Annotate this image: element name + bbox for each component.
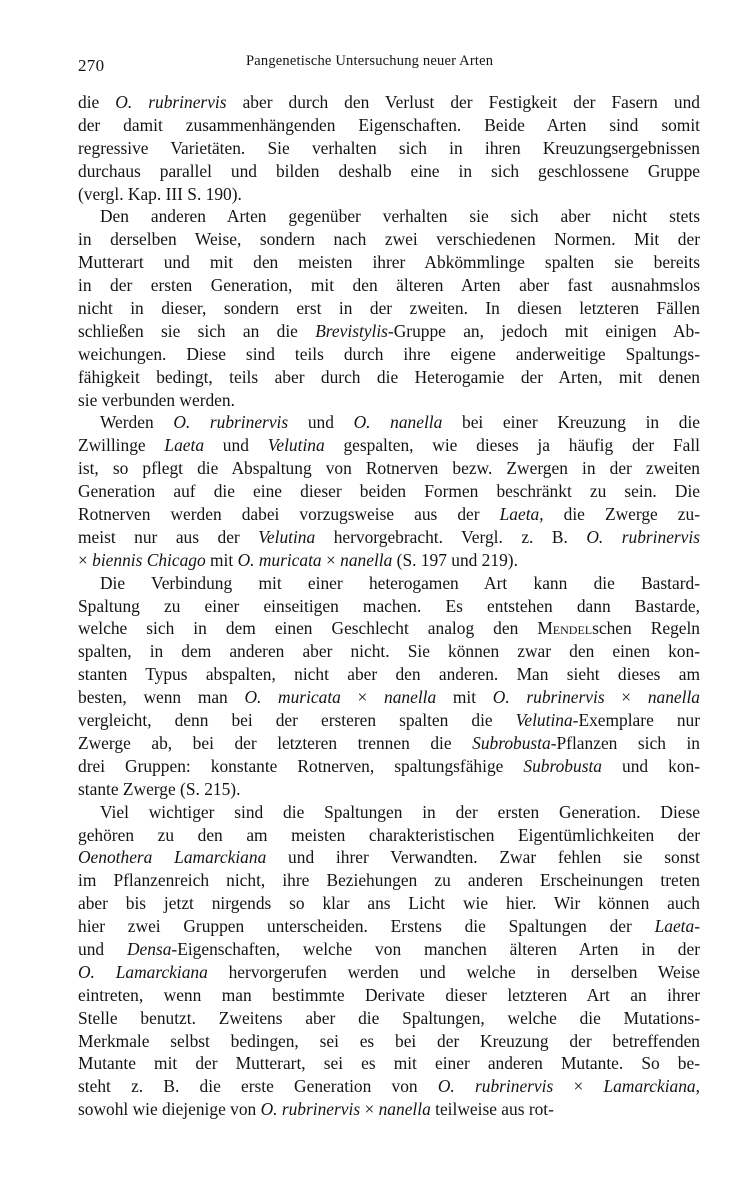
text-line: regressive Varietäten. Sie verhalten sich in ihren Kreuzungsergebnissen xyxy=(78,137,700,158)
text-line: sie verbunden werden. xyxy=(78,389,235,410)
italic-term: O. nanella xyxy=(353,412,443,433)
italic-term: Velutina xyxy=(267,435,325,456)
italic-term: Laeta xyxy=(499,504,540,525)
italic-term: Oenothera Lamarckiana xyxy=(78,847,267,868)
text-line: Merkmale selbst bedingen, sei es bei der Kreuzung der betreffenden xyxy=(78,1030,700,1051)
text-line: aber bis jetzt nirgends so klar ans Licht wie hier. Wir können auch xyxy=(78,893,700,914)
text-line: der damit zusammenhängenden Eigenschaften. Beide Arten sind somit xyxy=(78,114,700,135)
running-head: Pangenetische Untersuchung neuer Arten xyxy=(246,53,494,69)
paragraph xyxy=(78,572,700,801)
text-line: Zwillinge Laeta und Velutina gespalten, wie dieses ja häufig der Fall xyxy=(78,435,700,456)
italic-term: Laeta xyxy=(654,916,695,937)
italic-term: nanella xyxy=(647,687,700,708)
text-line: drei Gruppen: konstante Rotnerven, spaltungsfähige Subrobusta und kon- xyxy=(78,755,700,776)
italic-term: O. rubrinervis xyxy=(115,92,227,112)
page-header xyxy=(78,53,698,75)
italic-term: Brevistylis xyxy=(315,320,388,341)
paragraph xyxy=(78,411,700,571)
text-line: Stelle benutzt. Zweitens aber die Spaltungen, welche die Mutations- xyxy=(78,1007,700,1028)
text-line: eintreten, wenn man bestimmte Derivate dieser letzteren Art an ihrer xyxy=(78,984,700,1005)
text-line: Viel wichtiger sind die Spaltungen in der ersten Generation. Diese xyxy=(100,801,700,822)
text-line: (vergl. Kap. III S. 190). xyxy=(78,183,242,204)
text-line: ist, so pflegt die Abspaltung von Rotnerven bezw. Zwergen in der zweiten xyxy=(78,458,700,479)
text-line: stanten Typus abspalten, nicht aber den anderen. Man sieht dieses am xyxy=(78,664,700,685)
text-line: weichungen. Diese sind teils durch ihre eigene anderweitige Spaltungs- xyxy=(78,343,700,364)
text-line: Mutterart und mit den meisten ihrer Abkömmlinge spalten sie bereits xyxy=(78,252,700,273)
italic-term: Subrobusta xyxy=(523,755,602,776)
italic-term: Laeta xyxy=(164,435,205,456)
paragraph xyxy=(78,205,700,411)
text-line: Zwerge ab, bei der letzteren trennen die Subrobusta-Pflanzen sich in xyxy=(78,732,700,753)
text-line: O. Lamarckiana hervorgerufen werden und welche in derselben Weise xyxy=(78,961,700,982)
text-line: Spaltung zu einer einseitigen machen. Es entstehen dann Bastarde, xyxy=(78,595,700,616)
text-line: sowohl wie diejenige von O. rubrinervis × nanella teilweise aus rot- xyxy=(78,1099,554,1120)
italic-term: biennis Chicago xyxy=(92,549,206,570)
body-text xyxy=(78,91,700,1121)
italic-term: nanella xyxy=(384,687,437,708)
italic-term: O. muricata xyxy=(237,549,322,570)
text-line: vergleicht, denn bei der ersteren spalten die Velutina-Exemplare nur xyxy=(78,710,700,731)
paragraph xyxy=(78,801,700,1121)
italic-term: O. muricata xyxy=(244,687,341,708)
italic-term: Densa xyxy=(126,938,172,959)
text-line: und Densa-Eigenschaften, welche von manchen älteren Arten in der xyxy=(78,938,700,959)
text-line: Die Verbindung mit einer heterogamen Art kann die Bastard- xyxy=(100,572,700,593)
page-number: 270 xyxy=(78,56,105,75)
text-line: in der ersten Generation, mit den älteren Arten aber fast ausnahmslos xyxy=(78,275,700,296)
text-line: hier zwei Gruppen unterscheiden. Erstens die Spaltungen der Laeta- xyxy=(78,916,700,937)
italic-term: nanella xyxy=(378,1099,431,1120)
text-line: besten, wenn man O. muricata × nanella mit O. rubrinervis × nanella xyxy=(78,687,700,708)
italic-term: O. rubrinervis xyxy=(437,1076,554,1097)
text-line: die O. rubrinervis aber durch den Verlust der Festigkeit der Fasern und xyxy=(78,92,700,112)
italic-term: nanella xyxy=(340,549,393,570)
text-line: welche sich in dem einen Geschlecht analog den Mendelschen Regeln xyxy=(78,618,700,639)
text-line: spalten, in dem anderen aber nicht. Sie können zwar den einen kon- xyxy=(78,641,700,662)
italic-term: O. rubrinervis xyxy=(260,1099,361,1120)
paragraph xyxy=(78,91,700,205)
text-line: in derselben Weise, sondern nach zwei verschiedenen Normen. Mit der xyxy=(78,229,700,250)
text-line: durchaus parallel und bilden deshalb eine in sich geschlossene Gruppe xyxy=(78,160,700,181)
text-line: Rotnerven werden dabei vorzugsweise aus der Laeta, die Zwerge zu- xyxy=(78,504,700,525)
text-line: Werden O. rubrinervis und O. nanella bei einer Kreuzung in die xyxy=(100,412,700,433)
text-line: schließen sie sich an die Brevistylis-Gruppe an, jedoch mit einigen Ab- xyxy=(78,320,700,341)
text-line: Den anderen Arten gegenüber verhalten sie sich aber nicht stets xyxy=(100,206,700,227)
text-line: gehören zu den am meisten charakteristischen Eigentümlichkeiten der xyxy=(78,824,700,845)
italic-term: Subrobusta xyxy=(472,732,551,753)
text-line: steht z. B. die erste Generation von O. rubrinervis × Lamarckiana, xyxy=(78,1076,700,1097)
text-line: stante Zwerge (S. 215). xyxy=(78,778,241,799)
text-line: Mutante mit der Mutterart, sei es mit einer anderen Mutante. So be- xyxy=(78,1053,700,1074)
text-line: nicht in dieser, sondern erst in der zweiten. In diesen letzteren Fällen xyxy=(78,298,700,319)
text-line: Generation auf die eine dieser beiden Formen beschränkt zu sein. Die xyxy=(78,481,700,502)
italic-term: O. rubrinervis xyxy=(492,687,605,708)
small-caps-name: Mendel xyxy=(537,618,593,639)
text-line: Oenothera Lamarckiana und ihrer Verwandten. Zwar fehlen sie sonst xyxy=(78,847,700,868)
italic-term: O. Lamarckiana xyxy=(78,961,208,982)
text-line: fähigkeit bedingt, teils aber durch die Heterogamie der Arten, mit denen xyxy=(78,366,700,387)
italic-term: O. rubrinervis xyxy=(586,526,700,547)
italic-term: O. rubrinervis xyxy=(173,412,289,433)
text-line: × biennis Chicago mit O. muricata × nanella (S. 197 und 219). xyxy=(78,549,518,570)
italic-term: Velutina xyxy=(258,526,316,547)
text-line: meist nur aus der Velutina hervorgebracht. Vergl. z. B. O. rubrinervis xyxy=(78,526,700,547)
italic-term: Velutina xyxy=(515,710,573,731)
italic-term: Lamarckiana xyxy=(603,1076,696,1097)
text-line: im Pflanzenreich nicht, ihre Beziehungen zu anderen Erscheinungen treten xyxy=(78,870,700,891)
